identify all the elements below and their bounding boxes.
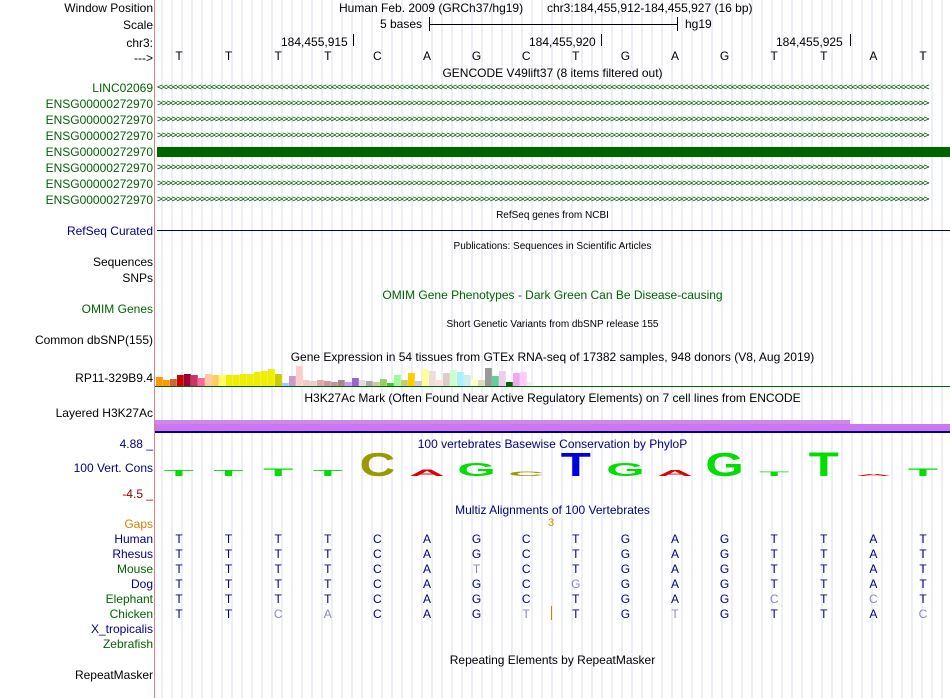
refseq-track-title: RefSeq genes from NCBI — [496, 210, 609, 221]
assembly-text: Human Feb. 2009 (GRCh37/hg19) — [339, 1, 524, 15]
alignment-base: G — [571, 577, 581, 591]
sequence-base: G — [471, 49, 482, 63]
gtex-tissue-bar — [296, 366, 303, 386]
conservation-ymin: -4.5 _ — [122, 487, 153, 501]
tick-mark — [601, 34, 602, 46]
gtex-baseline — [155, 386, 950, 387]
alignment-base: T — [472, 562, 481, 576]
alignment-base: G — [471, 607, 482, 621]
alignment-base: T — [224, 577, 233, 591]
alignment-base: G — [471, 592, 482, 606]
tick-mark — [850, 34, 851, 46]
scale-bar-right — [677, 17, 678, 31]
alignment-base: A — [869, 607, 878, 621]
alignment-base: A — [323, 607, 332, 621]
tick-mark — [353, 34, 354, 46]
gtex-tissue-bar — [191, 375, 198, 386]
gencode-intron-plus[interactable]: >>>>>>>>>>>>>>>>>>>>>>>>>>>>>>>>>>>>>>>>>>>>>>>>>>>>>>>>>>>>>>>>>>>>>>>>>>>>>>>>>>>>>>>>>>>>>>>>>>>>>>>>>>>>>>>>>>>>>>>>>>>>>>>>>>>>>>>>>>>>>>>>>>>>>>>>>>>>>>>> — [157, 99, 929, 109]
conservation-letter: T — [312, 468, 343, 478]
alignment-base: G — [719, 562, 730, 576]
gtex-track-title: Gene Expression in 54 tissues from GTEx RNA-seq of 17382 samples, 948 donors (V8, Aug 2019) — [290, 350, 815, 364]
gencode-item-label[interactable]: ENSG00000272970 — [45, 161, 153, 175]
alignment-base: T — [175, 592, 183, 606]
tick-label: 184,455,925 — [776, 35, 843, 49]
conservation-letter: C — [359, 448, 396, 480]
conservation-letter: T — [560, 448, 591, 480]
omim-track-title: OMIM Gene Phenotypes - Dark Green Can Be Disease-causing — [382, 288, 723, 302]
sequence-base: T — [224, 49, 233, 63]
sequence-base: T — [770, 49, 778, 63]
alignment-base: A — [670, 592, 679, 606]
gtex-tissue-bar — [380, 379, 387, 386]
gtex-tissue-bar — [184, 374, 191, 386]
gtex-tissue-bar — [520, 372, 527, 386]
alignment-base: T — [224, 562, 233, 576]
species-label[interactable]: Chicken — [109, 607, 153, 621]
sequence-base: T — [324, 49, 332, 63]
conservation-letter: C — [508, 470, 545, 478]
sequence-base: T — [919, 49, 927, 63]
alignment-base: A — [869, 577, 878, 591]
conservation-logo[interactable] — [155, 448, 950, 480]
alignment-base: T — [224, 547, 233, 561]
gencode-item-label[interactable]: ENSG00000272970 — [45, 177, 153, 191]
alignment-base: A — [422, 577, 431, 591]
gtex-tissue-bar — [485, 368, 492, 386]
species-label[interactable]: Rhesus — [112, 547, 153, 561]
dbsnp-track-title: Short Genetic Variants from dbSNP release 155 — [446, 319, 659, 330]
gencode-item-label[interactable]: LINC02069 — [92, 81, 153, 95]
sequence-base: T — [572, 49, 580, 63]
alignment-base: C — [373, 562, 382, 576]
sequence-base: T — [274, 49, 282, 63]
alignment-base: A — [869, 562, 878, 576]
alignment-base: T — [770, 532, 778, 546]
conservation-ymax: 4.88 _ — [119, 437, 153, 451]
alignment-base: G — [471, 532, 482, 546]
gtex-tissue-bar — [219, 375, 226, 386]
gtex-tissue-bar — [198, 378, 205, 386]
species-label[interactable]: Elephant — [105, 592, 153, 606]
conservation-letter: T — [213, 468, 244, 478]
alignment-base: T — [274, 562, 282, 576]
gtex-tissue-bar — [443, 373, 450, 386]
refseq-label[interactable]: RefSeq Curated — [66, 224, 153, 238]
scale-bar — [429, 24, 677, 25]
alignment-base: A — [422, 532, 431, 546]
conservation-letter: A — [409, 467, 445, 479]
gtex-tissue-bar — [212, 375, 219, 386]
alignment-base: T — [919, 547, 927, 561]
species-label[interactable]: Dog — [130, 577, 153, 591]
scale-label: Scale — [122, 18, 153, 32]
alignment-base: T — [175, 562, 183, 576]
sequence-base: A — [422, 49, 431, 63]
gencode-item-label[interactable]: ENSG00000272970 — [45, 145, 153, 159]
sequence-base: G — [719, 49, 730, 63]
alignment-base: T — [175, 532, 183, 546]
alignment-base: T — [274, 592, 282, 606]
alignment-base: C — [373, 592, 382, 606]
alignment-base: C — [373, 547, 382, 561]
alignment-base: T — [175, 577, 183, 591]
alignment-base: A — [670, 532, 679, 546]
alignment-base: T — [572, 562, 580, 576]
alignment-base: T — [820, 547, 828, 561]
alignment-base: T — [820, 562, 828, 576]
sequence-base: T — [175, 49, 183, 63]
gtex-tissue-bar — [170, 379, 177, 386]
alignment-base: G — [620, 577, 631, 591]
gencode-exon-block[interactable] — [157, 147, 950, 157]
alignment-base: G — [719, 592, 730, 606]
conservation-letter: G — [705, 448, 744, 480]
gtex-tissue-bar — [226, 375, 233, 386]
alignment-base: T — [919, 532, 927, 546]
alignment-base: T — [820, 607, 828, 621]
alignment-base: C — [869, 592, 878, 606]
refseq-gene-line[interactable] — [157, 230, 950, 231]
sequences-label[interactable]: Sequences — [92, 255, 153, 269]
alignment-base: C — [521, 547, 531, 561]
alignment-base: T — [770, 577, 778, 591]
sequence-base: C — [521, 49, 531, 63]
gtex-tissue-bar — [394, 375, 401, 386]
gtex-tissue-bar — [261, 371, 268, 386]
alignment-base: C — [273, 607, 283, 621]
conservation-letter: T — [907, 466, 939, 479]
alignment-base: T — [770, 607, 778, 621]
gtex-tissue-bar — [275, 374, 282, 386]
alignment-base: A — [670, 577, 679, 591]
alignment-base: C — [521, 532, 531, 546]
gtex-tissue-bar — [268, 369, 275, 386]
gencode-intron-minus[interactable]: <<<<<<<<<<<<<<<<<<<<<<<<<<<<<<<<<<<<<<<<<<<<<<<<<<<<<<<<<<<<<<<<<<<<<<<<<<<<<<<<<<<<<<<<<<<<<<<<<<<<<<<<<<<<<<<<<<<<<<<<<<<<<<<<<<<<<<<<<<<<<<<<<<<<<<<<<<<<<<<< — [157, 83, 929, 93]
alignment-base: T — [770, 562, 778, 576]
species-label[interactable]: Zebrafish — [102, 637, 153, 651]
alignment-base: T — [820, 532, 828, 546]
sequence-base: T — [820, 49, 828, 63]
gtex-tissue-bar — [457, 372, 464, 386]
alignment-base: A — [670, 562, 679, 576]
gap-count: 3 — [548, 517, 555, 529]
gtex-tissue-bar — [254, 372, 261, 386]
alignment-base: G — [471, 577, 482, 591]
gtex-tissue-bar — [471, 379, 478, 386]
sequence-base: G — [620, 49, 631, 63]
alignment-base: T — [274, 547, 282, 561]
alignment-base: T — [572, 592, 580, 606]
alignment-base: T — [522, 607, 530, 621]
sequence-base: A — [869, 49, 878, 63]
alignment-base: G — [620, 607, 631, 621]
alignment-base: T — [572, 607, 580, 621]
sequence-base: C — [373, 49, 382, 63]
gtex-tissue-bar — [408, 373, 415, 386]
conservation-letter: T — [163, 468, 195, 478]
gtex-tissue-bar — [205, 374, 212, 386]
alignment-base: C — [918, 607, 928, 621]
gtex-tissue-bar — [450, 370, 457, 386]
alignment-base: G — [620, 592, 631, 606]
gencode-intron-plus[interactable]: >>>>>>>>>>>>>>>>>>>>>>>>>>>>>>>>>>>>>>>>>>>>>>>>>>>>>>>>>>>>>>>>>>>>>>>>>>>>>>>>>>>>>>>>>>>>>>>>>>>>>>>>>>>>>>>>>>>>>>>>>>>>>>>>>>>>>>>>>>>>>>>>>>>>>>>>>>>>>>>> — [157, 115, 929, 125]
gencode-item-label[interactable]: ENSG00000272970 — [45, 193, 153, 207]
h3k27ac-signal[interactable] — [155, 424, 950, 431]
alignment-base: T — [919, 562, 927, 576]
alignment-base: C — [769, 592, 779, 606]
alignment-base: T — [671, 607, 679, 621]
repeatmasker-label[interactable]: RepeatMasker — [74, 668, 153, 682]
gtex-tissue-bar — [429, 371, 436, 386]
snps-label[interactable]: SNPs — [122, 271, 153, 285]
conservation-track-title: 100 vertebrates Basewise Conservation by PhyloP — [417, 437, 688, 451]
scale-db: hg19 — [685, 17, 712, 31]
gtex-tissue-bar — [422, 369, 429, 386]
h3k27ac-baseline — [155, 431, 950, 433]
gencode-intron-plus[interactable]: >>>>>>>>>>>>>>>>>>>>>>>>>>>>>>>>>>>>>>>>>>>>>>>>>>>>>>>>>>>>>>>>>>>>>>>>>>>>>>>>>>>>>>>>>>>>>>>>>>>>>>>>>>>>>>>>>>>>>>>>>>>>>>>>>>>>>>>>>>>>>>>>>>>>>>>>>>>>>>>> — [157, 195, 929, 205]
alignment-base: G — [719, 577, 730, 591]
alignment-base: G — [620, 547, 631, 561]
gtex-tissue-bar — [513, 373, 520, 386]
alignment-base: A — [422, 592, 431, 606]
alignment-base: G — [719, 607, 730, 621]
gtex-tissue-bar — [247, 374, 254, 386]
omim-label[interactable]: OMIM Genes — [81, 302, 153, 316]
gencode-item-label[interactable]: ENSG00000272970 — [45, 113, 153, 127]
conservation-letter: T — [759, 470, 790, 478]
conservation-letter: G — [457, 458, 496, 480]
alignment-base: T — [274, 577, 282, 591]
gtex-tissue-bar — [492, 376, 499, 386]
gencode-track-title: GENCODE V49lift37 (8 items filtered out) — [442, 66, 663, 80]
alignment-base: T — [274, 532, 282, 546]
tick-label: 184,455,920 — [529, 35, 596, 49]
alignment-base: C — [373, 607, 382, 621]
alignment-base: T — [919, 592, 927, 606]
multiz-track-title: Multiz Alignments of 100 Vertebrates — [455, 503, 650, 517]
gtex-label[interactable]: RP11-329B9.4 — [75, 371, 153, 385]
alignment-base: A — [422, 547, 431, 561]
alignment-base: T — [324, 532, 332, 546]
species-label[interactable]: X_tropicalis — [90, 622, 153, 636]
dbsnp-label[interactable]: Common dbSNP(155) — [34, 333, 153, 347]
strand-label: ---> — [134, 51, 153, 65]
gencode-intron-plus[interactable]: >>>>>>>>>>>>>>>>>>>>>>>>>>>>>>>>>>>>>>>>>>>>>>>>>>>>>>>>>>>>>>>>>>>>>>>>>>>>>>>>>>>>>>>>>>>>>>>>>>>>>>>>>>>>>>>>>>>>>>>>>>>>>>>>>>>>>>>>>>>>>>>>>>>>>>>>>>>>>>>> — [157, 179, 929, 189]
alignment-base: T — [175, 547, 183, 561]
conservation-letter: T — [263, 466, 294, 479]
alignment-base: T — [224, 592, 233, 606]
chrom-label: chr3: — [126, 36, 153, 50]
alignment-base: G — [719, 547, 730, 561]
gtex-tissue-bar — [464, 375, 471, 386]
window-position-label: Window Position — [64, 1, 153, 15]
alignment-base: A — [670, 547, 679, 561]
alignment-base: A — [869, 547, 878, 561]
h3k27ac-label[interactable]: Layered H3K27Ac — [55, 406, 153, 420]
alignment-base: T — [175, 607, 183, 621]
alignment-base: T — [572, 547, 580, 561]
gencode-intron-plus[interactable]: >>>>>>>>>>>>>>>>>>>>>>>>>>>>>>>>>>>>>>>>>>>>>>>>>>>>>>>>>>>>>>>>>>>>>>>>>>>>>>>>>>>>>>>>>>>>>>>>>>>>>>>>>>>>>>>>>>>>>>>>>>>>>>>>>>>>>>>>>>>>>>>>>>>>>>>>>>>>>>>> — [157, 163, 929, 173]
h3k27ac-track-title: H3K27Ac Mark (Often Found Near Active Regulatory Elements) on 7 cell lines from ENCODE — [304, 391, 801, 405]
species-label[interactable]: Mouse — [116, 562, 153, 576]
gencode-item-label[interactable]: ENSG00000272970 — [45, 97, 153, 111]
alignment-base: T — [770, 547, 778, 561]
alignment-base: G — [719, 532, 730, 546]
alignment-base: T — [324, 577, 332, 591]
gencode-item-label[interactable]: ENSG00000272970 — [45, 129, 153, 143]
gtex-tissue-bar — [289, 376, 296, 386]
gencode-intron-plus[interactable]: >>>>>>>>>>>>>>>>>>>>>>>>>>>>>>>>>>>>>>>>>>>>>>>>>>>>>>>>>>>>>>>>>>>>>>>>>>>>>>>>>>>>>>>>>>>>>>>>>>>>>>>>>>>>>>>>>>>>>>>>>>>>>>>>>>>>>>>>>>>>>>>>>>>>>>>>>>>>>>>> — [157, 131, 929, 141]
species-label[interactable]: Human — [114, 532, 153, 546]
alignment-base: C — [521, 577, 531, 591]
scale-bases: 5 bases — [380, 17, 423, 31]
conservation-letter: A — [657, 468, 693, 478]
alignment-base: G — [620, 532, 631, 546]
sequence-base: A — [670, 49, 679, 63]
gtex-tissue-bar — [499, 371, 506, 386]
alignment-base: A — [422, 607, 431, 621]
tick-label: 184,455,915 — [281, 35, 348, 49]
alignment-base: C — [521, 592, 531, 606]
conservation-letter: T — [808, 448, 839, 480]
alignment-base: G — [620, 562, 631, 576]
alignment-base: C — [521, 562, 531, 576]
conservation-letter: A — [855, 473, 892, 477]
alignment-base: T — [820, 592, 828, 606]
gtex-tissue-bar — [352, 378, 359, 386]
repeatmasker-track-title: Repeating Elements by RepeatMasker — [449, 653, 656, 667]
gap-marker — [551, 606, 552, 620]
gtex-bar-chart[interactable] — [155, 364, 950, 386]
alignment-base: T — [324, 562, 332, 576]
alignment-base: T — [820, 577, 828, 591]
alignment-base: A — [422, 562, 431, 576]
gtex-tissue-bar — [240, 374, 247, 386]
alignment-base: C — [373, 532, 382, 546]
conservation-label[interactable]: 100 Vert. Cons — [73, 461, 153, 475]
alignment-base: T — [919, 577, 927, 591]
gaps-label: Gaps — [124, 517, 153, 531]
gtex-tissue-bar — [156, 377, 163, 386]
position-text[interactable]: chr3:184,455,912-184,455,927 (16 bp) — [547, 1, 753, 15]
gtex-tissue-bar — [177, 375, 184, 386]
label-divider — [154, 0, 155, 698]
alignment-base: T — [224, 532, 233, 546]
gtex-tissue-bar — [233, 375, 240, 386]
alignment-base: T — [224, 607, 233, 621]
publications-track-title: Publications: Sequences in Scientific Articles — [453, 241, 652, 252]
alignment-base: T — [324, 547, 332, 561]
alignment-base: G — [471, 547, 482, 561]
alignment-base: A — [869, 532, 878, 546]
alignment-base: T — [324, 592, 332, 606]
alignment-base: T — [572, 532, 580, 546]
conservation-letter: G — [606, 458, 645, 480]
alignment-base: C — [373, 577, 382, 591]
